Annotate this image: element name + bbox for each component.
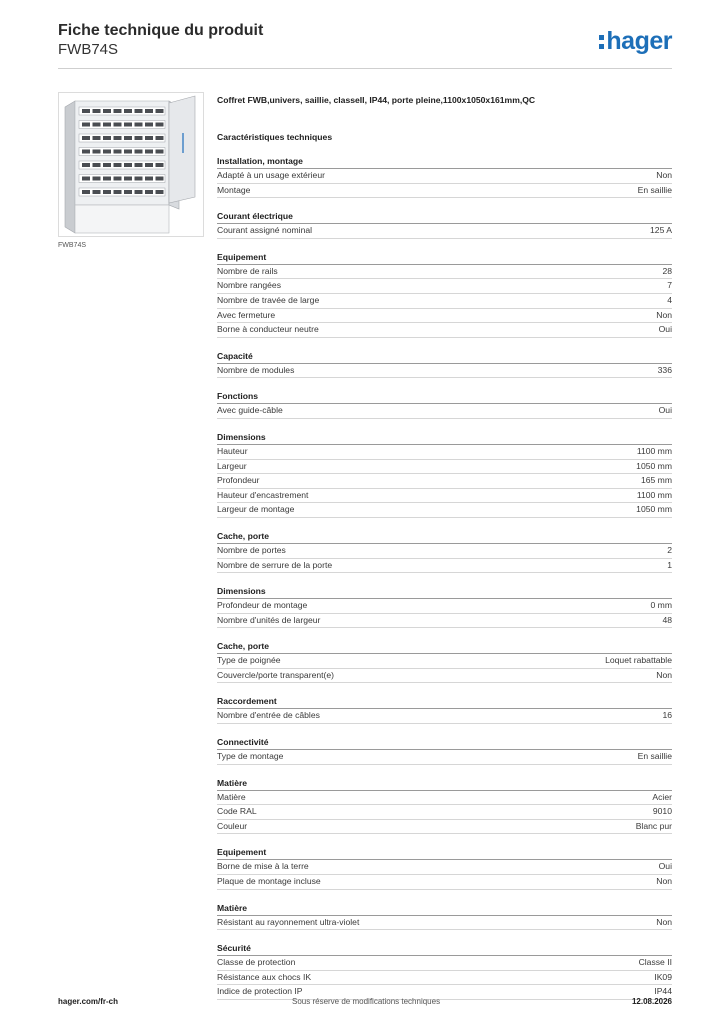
spec-value: IP44 [654, 986, 672, 997]
spec-label: Avec guide-câble [217, 405, 283, 416]
spec-label: Nombre rangées [217, 280, 282, 291]
spec-value: 336 [657, 364, 672, 375]
spec-label: Nombre de portes [217, 544, 286, 555]
group-title: Matière [217, 777, 672, 791]
spec-row [217, 364, 672, 379]
spec-row [217, 614, 672, 629]
spec-label: Borne de mise à la terre [217, 861, 309, 872]
specs-content [217, 95, 672, 1000]
spec-label: Profondeur [217, 475, 260, 486]
spec-row [217, 669, 672, 684]
spec-value: Non [656, 170, 672, 180]
spec-label: Type de poignée [217, 655, 281, 666]
spec-value: 16 [662, 710, 672, 721]
spec-value: 4 [667, 294, 672, 305]
group-title: Equipement [217, 251, 672, 265]
page-title: Fiche technique du produit [58, 22, 264, 39]
product-reference: FWB74S [58, 41, 119, 58]
spec-value: 1 [667, 559, 672, 570]
spec-label: Résistance aux chocs IK [217, 971, 312, 982]
spec-row [217, 791, 672, 806]
group-title: Courant électrique [217, 210, 672, 224]
spec-value: Oui [658, 405, 672, 416]
spec-row [217, 404, 672, 419]
spec-row [217, 309, 672, 324]
spec-row [217, 599, 672, 614]
spec-label: Adapté à un usage extérieur [217, 170, 325, 180]
spec-label: Montage [217, 184, 251, 195]
group-title: Connectivité [217, 736, 672, 750]
footer-website[interactable]: hager.com/fr-ch [58, 997, 119, 1006]
spec-row [217, 971, 672, 986]
spec-row [217, 956, 672, 971]
spec-value: 2 [667, 544, 672, 555]
spec-row [217, 916, 672, 931]
spec-value: 48 [662, 614, 672, 625]
logo-mark-icon [599, 34, 604, 50]
spec-label: Nombre de serrure de la porte [217, 559, 333, 570]
group-title: Cache, porte [217, 530, 672, 544]
spec-value: Non [656, 669, 672, 680]
spec-row [217, 224, 672, 239]
spec-row [217, 460, 672, 475]
hager-logo [599, 28, 672, 54]
spec-row [217, 265, 672, 280]
group-title: Cache, porte [217, 640, 672, 654]
header-divider [58, 68, 672, 69]
spec-value: IK09 [654, 971, 672, 982]
spec-label: Couleur [217, 820, 248, 831]
group-title: Dimensions [217, 585, 672, 599]
spec-row [217, 860, 672, 875]
spec-row [217, 323, 672, 338]
spec-row [217, 503, 672, 518]
spec-row [217, 709, 672, 724]
spec-value: 9010 [652, 806, 672, 817]
spec-value: Oui [658, 324, 672, 335]
group-title: Sécurité [217, 942, 672, 956]
spec-value: 28 [662, 265, 672, 276]
spec-label: Matière [217, 791, 246, 802]
spec-row [217, 294, 672, 309]
spec-row [217, 184, 672, 199]
spec-label: Code RAL [217, 806, 257, 817]
spec-value: Blanc pur [635, 820, 672, 831]
image-caption: FWB74S [58, 242, 87, 249]
spec-label: Profondeur de montage [217, 600, 308, 611]
group-title: Matière [217, 902, 672, 916]
spec-row [217, 445, 672, 460]
spec-value: 7 [667, 280, 672, 291]
spec-row [217, 474, 672, 489]
spec-value: En saillie [637, 184, 672, 195]
spec-row [217, 279, 672, 294]
spec-value: 165 mm [640, 475, 672, 486]
spec-row [217, 654, 672, 669]
spec-row [217, 169, 672, 184]
spec-label: Nombre d'unités de largeur [217, 614, 321, 625]
cabinet-illustration [59, 93, 203, 236]
spec-label: Hauteur [217, 445, 248, 456]
spec-label: Type de montage [217, 751, 284, 762]
spec-value: 1100 mm [636, 489, 672, 500]
spec-row [217, 750, 672, 765]
footer-date: 12.08.2026 [631, 997, 672, 1006]
spec-label: Largeur [217, 460, 247, 471]
group-title: Capacité [217, 350, 672, 364]
group-title: Equipement [217, 846, 672, 860]
spec-row [217, 985, 672, 1000]
product-description: Coffret FWB,univers, saillie, classeII, IP44, porte pleine,1100x1050x161mm,QC [217, 95, 536, 105]
spec-value: 125 A [650, 225, 672, 236]
spec-label: Plaque de montage incluse [217, 876, 321, 887]
spec-value: En saillie [637, 751, 672, 762]
spec-value: Oui [658, 861, 672, 872]
logo-text: hager [606, 27, 672, 55]
group-title: Fonctions [217, 390, 672, 404]
spec-label: Courant assigné nominal [217, 225, 313, 236]
spec-value: 1050 mm [636, 460, 672, 471]
group-title: Dimensions [217, 431, 672, 445]
spec-row [217, 544, 672, 559]
spec-value: Non [656, 876, 672, 887]
spec-label: Hauteur d'encastrement [217, 489, 309, 500]
spec-label: Classe de protection [217, 957, 296, 968]
group-title: Raccordement [217, 695, 672, 709]
spec-label: Nombre d'entrée de câbles [217, 710, 320, 721]
spec-row [217, 875, 672, 890]
spec-value: Acier [652, 791, 672, 802]
spec-row [217, 559, 672, 574]
group-title: Installation, montage [217, 155, 672, 169]
spec-value: Loquet rabattable [605, 655, 672, 666]
product-image [58, 92, 204, 237]
spec-value: Non [656, 309, 672, 320]
spec-value: 1050 mm [636, 504, 672, 515]
footer-disclaimer: Sous réserve de modifications techniques [292, 997, 441, 1006]
spec-label: Nombre de modules [217, 364, 295, 375]
spec-label: Résistant au rayonnement ultra-violet [217, 916, 360, 927]
spec-row [217, 820, 672, 835]
spec-label: Couvercle/porte transparent(e) [217, 669, 335, 680]
spec-row [217, 805, 672, 820]
spec-row [217, 489, 672, 504]
section-heading: Caractéristiques techniques [217, 132, 333, 142]
header [58, 22, 263, 59]
spec-label: Nombre de travée de large [217, 294, 320, 305]
spec-value: 0 mm [650, 600, 672, 611]
spec-value: 1100 mm [636, 445, 672, 456]
spec-label: Borne à conducteur neutre [217, 324, 319, 335]
spec-label: Largeur de montage [217, 504, 295, 515]
spec-label: Indice de protection IP [217, 986, 303, 997]
spec-value: Non [656, 916, 672, 927]
spec-value: Classe II [638, 957, 672, 968]
spec-label: Nombre de rails [217, 265, 278, 276]
spec-label: Avec fermeture [217, 309, 276, 320]
spec-groups [217, 155, 672, 1000]
